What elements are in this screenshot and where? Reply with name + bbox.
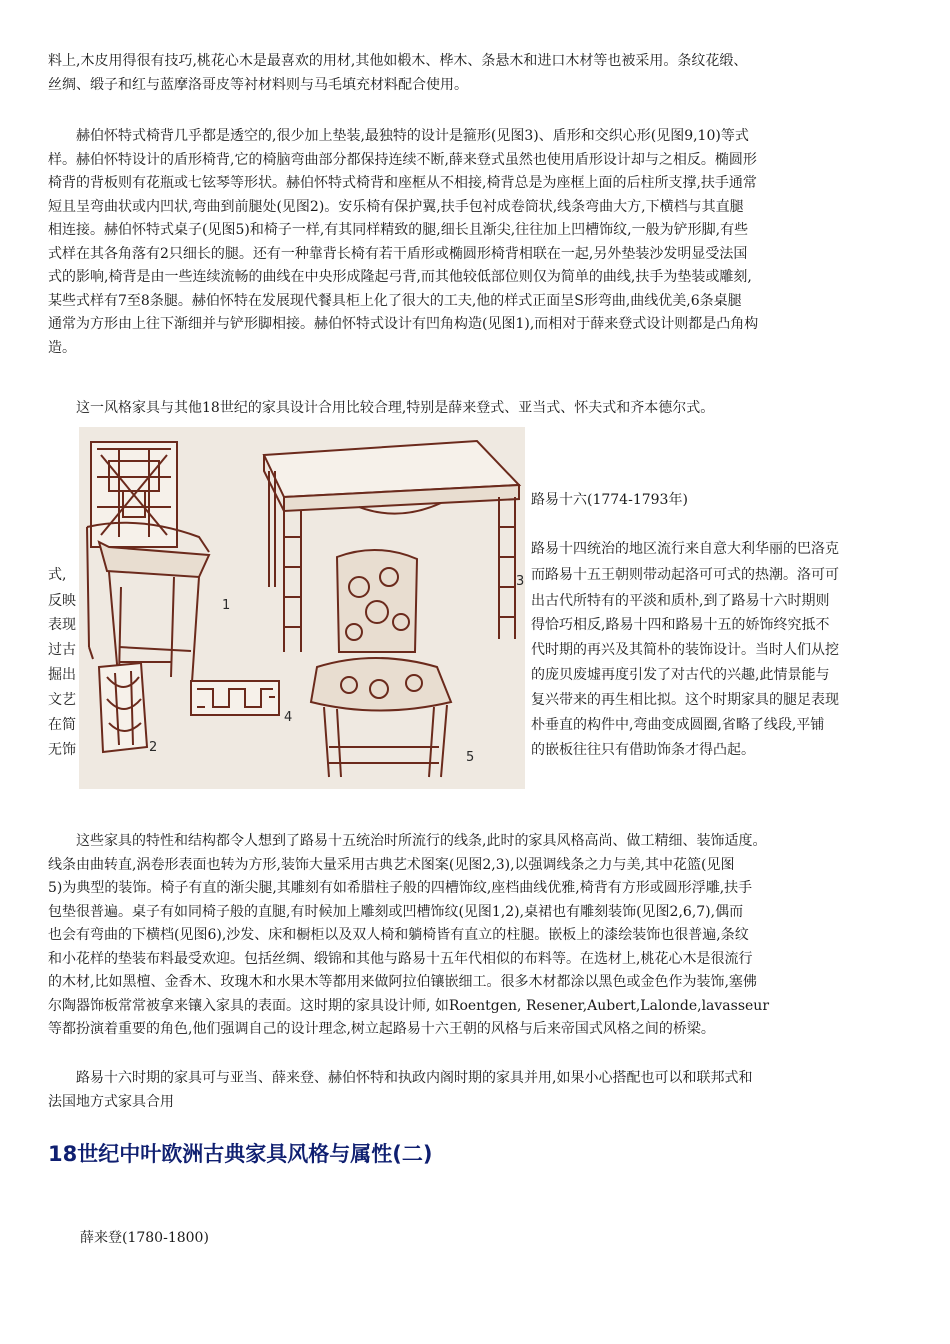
section-heading: 18世纪中叶欧洲古典家具风格与属性(二)	[48, 1142, 433, 1166]
side-chair-illustration	[311, 550, 451, 777]
text-line: 出古代所特有的平淡和质朴,到了路易十六时期则	[531, 593, 830, 609]
text-line: 复兴带来的再生相比拟。这个时期家具的腿足表现	[531, 692, 839, 708]
text-line: 5)为典型的装饰。椅子有直的渐尖腿,其雕刻有如希腊柱子般的四槽饰纹,座档曲线优雅,椅背有方形或圆形浮雕,扶手	[48, 880, 753, 896]
text-fragment: 式,	[48, 567, 67, 583]
text-line: 法国地方式家具合用	[48, 1093, 174, 1110]
text-line: 这一风格家具与其他18世纪的家具设计合用比较合理,特别是薛来登式、亚当式、怀夫式和齐本德尔式。	[48, 400, 715, 416]
text-line: 这些家具的特性和结构都令人想到了路易十五统治时所流行的线条,此时的家具风格高尚、做工精细、装饰适度。	[48, 833, 767, 849]
hepplewhite-paragraph	[48, 125, 904, 360]
combination-paragraph	[48, 1067, 904, 1114]
text-line: 短且呈弯曲状或内凹状,弯曲到前腿处(见图2)。安乐椅有保护翼,扶手包衬成卷筒状,线条弯曲大方,下横档与其直腿	[48, 198, 744, 215]
text-line: 路易十四统治的地区流行来自意大利华丽的巴洛克	[531, 541, 839, 557]
figure-label: 3	[516, 574, 525, 589]
text-line: 式样在其各角落有2只细长的腿。还有一种靠背长椅有若干盾形或椭圆形椅背相联在一起,另外垫装沙发明显受法国	[48, 245, 748, 262]
text-line: 造。	[48, 339, 76, 356]
text-line: 朴垂直的构件中,弯曲变成圆圈,省略了线段,平铺	[531, 717, 825, 733]
chair-leg-detail	[99, 663, 147, 752]
figure-label: 4	[284, 710, 293, 725]
text-line: 等都扮演着重要的角色,他们强调自己的设计理念,树立起路易十六王朝的风格与后来帝国式风格之间的桥梁。	[48, 1021, 715, 1037]
text-line: 赫伯怀特式椅背几乎都是透空的,很少加上垫装,最独特的设计是箍形(见图3)、盾形和交织心形(见图9,10)等式	[48, 128, 749, 144]
text-line: 的庞贝废墟再度引发了对古代的兴趣,此情景能与	[531, 667, 830, 683]
text-line: 的嵌板往往只有借助饰条才得凸起。	[531, 742, 755, 758]
text-fragment: 表现	[48, 617, 76, 633]
text-line: 和小花样的垫装布料最受欢迎。包括丝绸、缎锦和其他与路易十五年代相似的布料等。在选材上,桃花心木是很流行	[48, 950, 753, 967]
text-line: 样。赫伯怀特设计的盾形椅背,它的椅脑弯曲部分都保持连续不断,薛来登式虽然也使用盾形设计却与之相反。椭圆形	[48, 151, 757, 168]
text-line: 包垫很普遍。桌子有如同椅子般的直腿,有时候加上雕刻或凹槽饰纹(见图1,2),桌裙也有雕刻装饰(见图2,6,7),偶而	[48, 903, 744, 920]
fretwork-detail	[191, 681, 279, 715]
compare-paragraph	[48, 397, 904, 421]
sheraton-title: 薛来登(1780-1800)	[80, 1230, 209, 1246]
louis-xvi-title: 路易十六(1774-1793年)	[531, 492, 688, 508]
armchair-illustration	[87, 442, 209, 697]
figure-label: 5	[466, 750, 475, 765]
text-fragment: 文艺	[48, 692, 76, 708]
text-line: 椅背的背板则有花瓶或七铉琴等形状。赫伯怀特式椅背和座框从不相接,椅背总是为座框上面的后柱所支撑,扶手通常	[48, 175, 757, 191]
text-fragment: 无饰	[48, 742, 76, 758]
text-line: 某些式样有7至8条腿。赫伯怀特在发展现代餐具柜上化了很大的工夫,他的样式正面呈S形弯曲,曲线优美,6条桌腿	[48, 292, 742, 309]
text-line: 得恰巧相反,路易十四和路易十五的娇饰终究抵不	[531, 617, 830, 633]
figure-label: 2	[149, 740, 158, 755]
text-line: 通常为方形由上往下渐细并与铲形脚相接。赫伯怀特式设计有凹角构造(见图1),而相对于薛来登式设计则都是凸角构	[48, 316, 759, 332]
text-line: 料上,木皮用得很有技巧,桃花心木是最喜欢的用材,其他如椴木、桦木、条悬木和进口木材等也被采用。条纹花缎、	[48, 53, 748, 69]
text-line: 丝绸、缎子和红与蓝摩洛哥皮等衬材料则与马毛填充材料配合使用。	[48, 76, 468, 93]
figure-label: 1	[222, 598, 231, 613]
text-fragment: 过古	[48, 642, 76, 658]
text-fragment: 在简	[48, 717, 76, 733]
text-line: 代时期的再兴及其简朴的装饰设计。当时人们从挖	[531, 642, 839, 658]
furniture-illustration	[79, 427, 525, 789]
text-line: 而路易十五王朝则带动起洛可可式的热潮。洛可可	[531, 567, 839, 583]
text-fragment: 掘出	[48, 667, 76, 683]
text-line: 也会有弯曲的下横档(见图6),沙发、床和橱柜以及双人椅和躺椅皆有直立的柱腿。嵌板上的漆绘装饰也很普遍,条纹	[48, 927, 749, 943]
text-fragment: 反映	[48, 593, 76, 609]
text-line: 路易十六时期的家具可与亚当、薛来登、赫伯怀特和执政内阁时期的家具并用,如果小心搭配也可以和联邦式和	[48, 1070, 753, 1086]
text-line: 线条由曲转直,涡卷形表面也转为方形,装饰大量采用古典艺术图案(见图2,3),以强调线条之力与美,其中花篮(见图	[48, 856, 735, 873]
text-line: 尔陶器饰板常常被拿来镶入家具的表面。这时期的家具设计师, 如Roentgen, Resener,Aubert,Lalonde,lavasseur	[48, 997, 770, 1014]
intro-paragraph	[48, 50, 904, 97]
text-line: 的木材,比如黑檀、金香木、玫瑰木和水果木等都用来做阿拉伯镶嵌细工。很多木材都涂以黑色或金色作为装饰,塞佛	[48, 974, 757, 990]
text-line: 式的影响,椅背是由一些连续流畅的曲线在中央形成隆起弓背,而其他较低部位则仅为简单的曲线,扶手为垫装或雕刻,	[48, 269, 752, 285]
louis-xvi-features-paragraph	[48, 830, 904, 1042]
text-line: 相连接。赫伯怀特式桌子(见图5)和椅子一样,有其同样精致的腿,细长且渐尖,往往加上凹槽饰纹,一般为铲形脚,有些	[48, 222, 749, 238]
